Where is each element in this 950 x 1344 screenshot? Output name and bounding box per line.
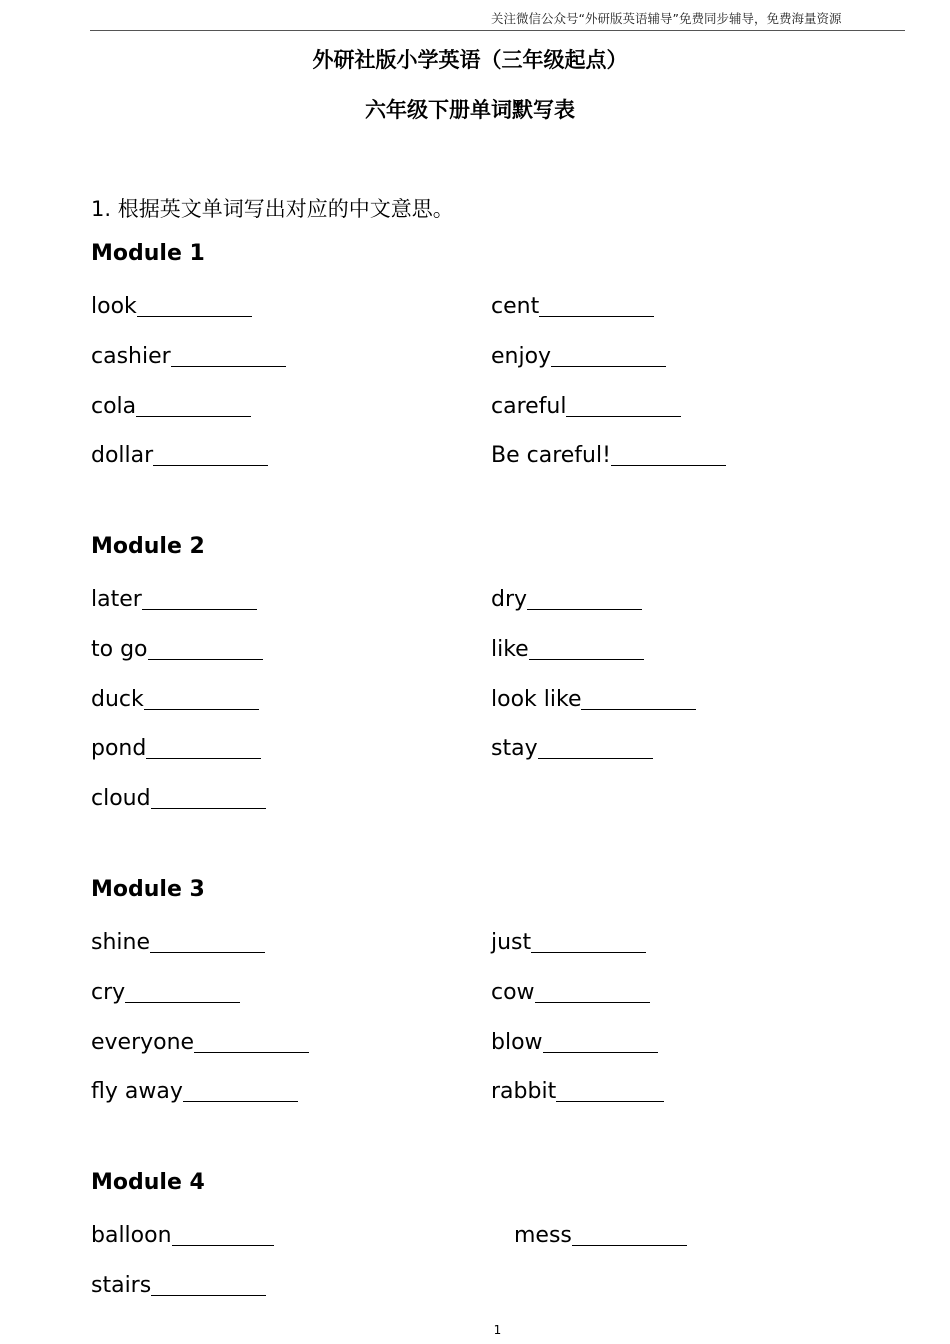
instruction-text: 1. 根据英文单词写出对应的中文意思。	[91, 197, 454, 221]
word-item	[491, 584, 642, 612]
answer-blank[interactable]	[151, 808, 266, 809]
word-text: enjoy	[491, 344, 552, 369]
word-item	[491, 977, 650, 1005]
answer-blank[interactable]	[142, 609, 257, 610]
word-item	[91, 584, 257, 612]
word-text: later	[91, 587, 142, 612]
word-item	[491, 341, 666, 369]
answer-blank[interactable]	[556, 1101, 664, 1102]
word-item	[91, 391, 251, 419]
word-text: duck	[91, 687, 144, 712]
document-subtitle: 六年级下册单词默写表	[365, 98, 575, 122]
header-rule	[90, 30, 905, 31]
answer-blank[interactable]	[148, 659, 263, 660]
word-text: everyone	[91, 1030, 195, 1055]
word-item	[91, 440, 268, 468]
answer-blank[interactable]	[171, 366, 286, 367]
word-item	[91, 291, 252, 319]
answer-blank[interactable]	[566, 416, 681, 417]
word-item	[491, 684, 696, 712]
word-item	[491, 1076, 664, 1104]
word-item	[91, 977, 240, 1005]
word-text: fly away	[91, 1079, 183, 1104]
word-item	[91, 684, 259, 712]
word-text: cry	[91, 980, 126, 1005]
word-item	[91, 733, 261, 761]
word-text: rabbit	[491, 1079, 557, 1104]
word-item	[91, 634, 263, 662]
word-text: pond	[91, 736, 147, 761]
word-item	[491, 1027, 658, 1055]
answer-blank[interactable]	[172, 1245, 274, 1246]
answer-blank[interactable]	[136, 416, 251, 417]
word-item	[91, 1027, 309, 1055]
answer-blank[interactable]	[137, 316, 252, 317]
word-text: Be careful!	[491, 443, 611, 468]
answer-blank[interactable]	[529, 659, 644, 660]
answer-blank[interactable]	[153, 465, 268, 466]
answer-blank[interactable]	[581, 709, 696, 710]
answer-blank[interactable]	[538, 758, 653, 759]
word-text: blow	[491, 1030, 543, 1055]
word-text: stairs	[91, 1273, 152, 1298]
word-item	[514, 1220, 687, 1248]
word-item	[91, 927, 265, 955]
answer-blank[interactable]	[125, 1002, 240, 1003]
word-text: mess	[514, 1223, 572, 1248]
document-title: 外研社版小学英语（三年级起点）	[312, 48, 628, 72]
answer-blank[interactable]	[194, 1052, 309, 1053]
word-text: dollar	[91, 443, 154, 468]
answer-blank[interactable]	[543, 1052, 658, 1053]
word-text: to go	[91, 637, 148, 662]
module-heading: Module 2	[91, 534, 205, 559]
word-text: cashier	[91, 344, 171, 369]
word-item	[91, 1076, 298, 1104]
word-text: just	[491, 930, 532, 955]
answer-blank[interactable]	[144, 709, 259, 710]
word-item	[491, 440, 726, 468]
module-heading: Module 1	[91, 241, 205, 266]
word-text: like	[491, 637, 529, 662]
word-text: shine	[91, 930, 150, 955]
module-heading: Module 3	[91, 877, 205, 902]
word-item	[491, 634, 644, 662]
word-text: cow	[491, 980, 535, 1005]
word-text: stay	[491, 736, 538, 761]
header-note: 关注微信公众号“外研版英语辅导”免费同步辅导，免费海量资源	[491, 11, 842, 26]
word-text: cent	[491, 294, 540, 319]
word-item	[491, 733, 653, 761]
word-text: cola	[91, 394, 137, 419]
word-text: balloon	[91, 1223, 172, 1248]
word-item	[91, 783, 266, 811]
answer-blank[interactable]	[527, 609, 642, 610]
word-text: cloud	[91, 786, 151, 811]
word-item	[91, 1220, 274, 1248]
word-item	[491, 291, 654, 319]
word-item	[491, 927, 646, 955]
word-text: careful	[491, 394, 567, 419]
answer-blank[interactable]	[535, 1002, 650, 1003]
answer-blank[interactable]	[611, 465, 726, 466]
word-item	[491, 391, 681, 419]
answer-blank[interactable]	[146, 758, 261, 759]
page-number: 1	[493, 1323, 502, 1337]
word-item	[91, 1270, 266, 1298]
word-text: look	[91, 294, 137, 319]
word-text: look like	[491, 687, 582, 712]
word-item	[91, 341, 286, 369]
answer-blank[interactable]	[539, 316, 654, 317]
answer-blank[interactable]	[151, 1295, 266, 1296]
module-heading: Module 4	[91, 1170, 205, 1195]
answer-blank[interactable]	[183, 1101, 298, 1102]
answer-blank[interactable]	[572, 1245, 687, 1246]
answer-blank[interactable]	[531, 952, 646, 953]
answer-blank[interactable]	[150, 952, 265, 953]
word-text: dry	[491, 587, 528, 612]
answer-blank[interactable]	[551, 366, 666, 367]
